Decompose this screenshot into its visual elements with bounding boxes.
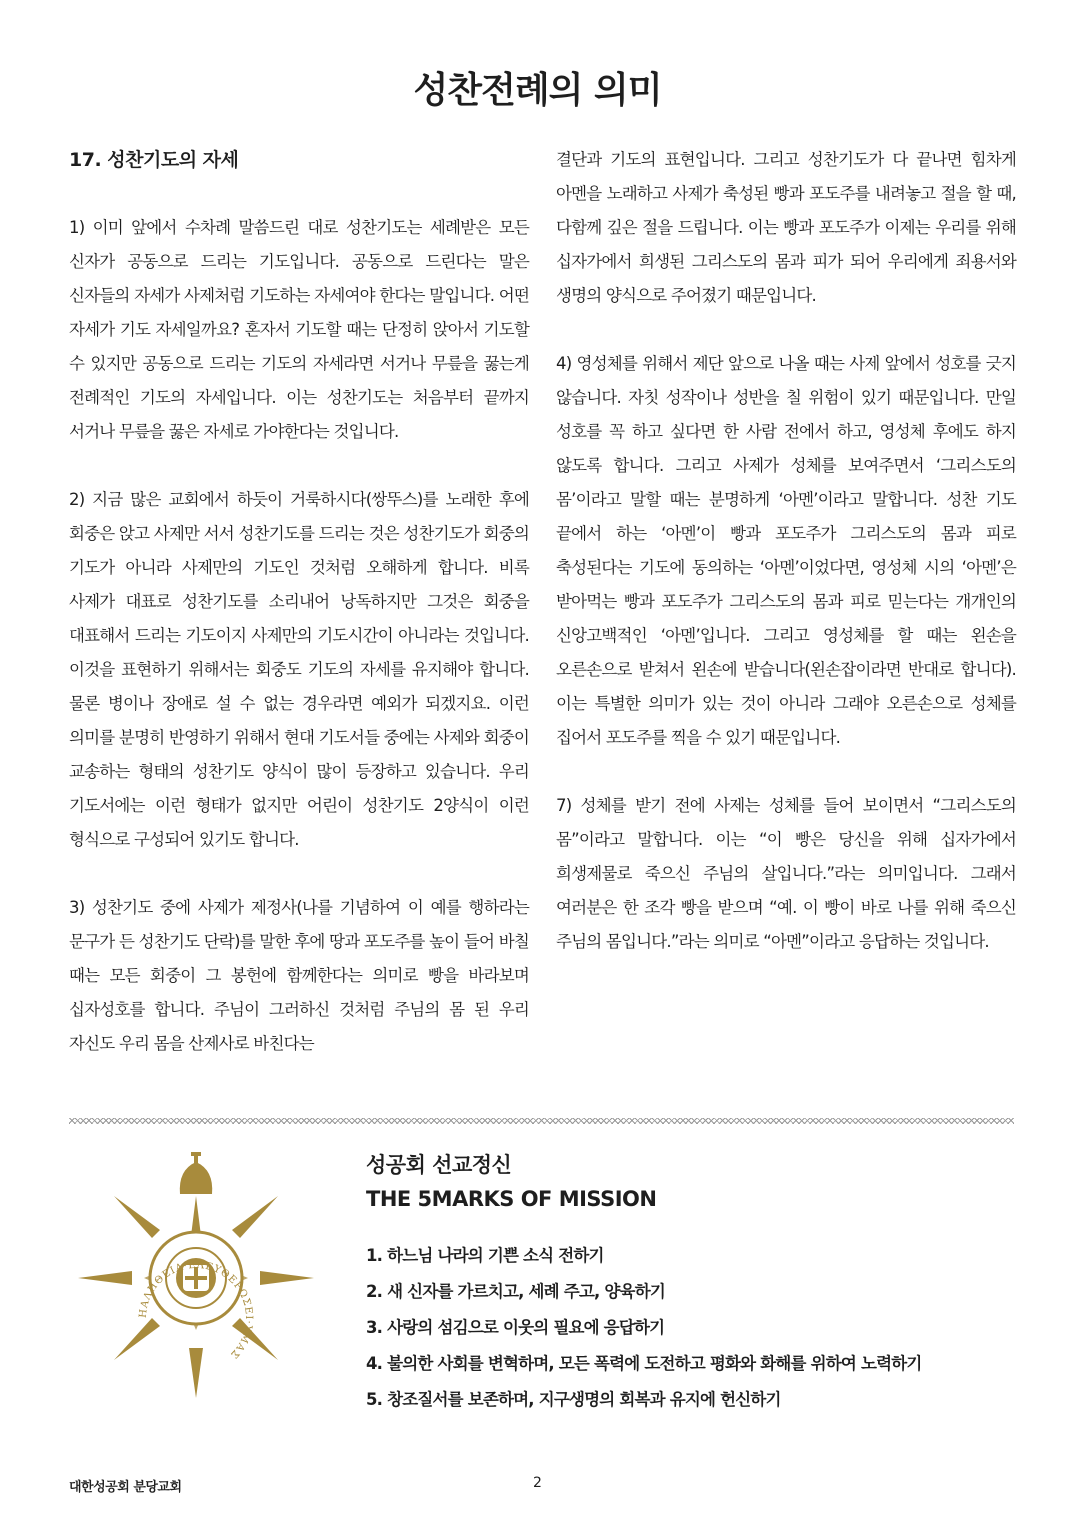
left-column <box>69 143 529 1095</box>
mission-item: 1. 하느님 나라의 기쁜 소식 전하기 <box>366 1246 604 1265</box>
paragraph-3-continued: 결단과 기도의 표현입니다. 그리고 성찬기도가 다 끝나면 힘차게 아멘을 노래하고 사제가 축성된 빵과 포도주를 내려놓고 절을 할 때, 다함께 깊은 절을 드립니다. 이는 빵과 포도주가 이제는 우리를 위해 십자가에서 희생된 그리스도의 몸과 피가 되어 우리에게 죄용서와 생명의 양식으로 주어졌기 때문입니다. <box>556 150 1016 305</box>
emblem-motto: ΗΑΛΗΘΕΙΑ·ΕΛΕΥΘΕΡΩΣΕΙ·ΥΜΑΣ <box>137 1259 255 1361</box>
section-divider <box>69 1118 1014 1124</box>
paragraph-1: 1) 이미 앞에서 수차례 말씀드린 대로 성찬기도는 세례받은 모든 신자가 공동으로 드리는 기도입니다. 공동으로 드린다는 말은 신자들의 자세가 사제처럼 기도하는 자세여야 한다는 말입니다. 어떤 자세가 기도 자세일까요? 혼자서 기도할 때는 단정히 앉아서 기도할 수 있지만 공동으로 드리는 기도의 자세라면 서거나 무릎을 꿇는게 전례적인 기도의 자세입니다. 이는 성찬기도는 처음부터 끝까지 서거나 무릎을 꿇은 자세로 가야한다는 것입니다. <box>69 218 529 441</box>
paragraph-3: 3) 성찬기도 중에 사제가 제정사(나를 기념하여 이 예를 행하라는 문구가 든 성찬기도 단락)를 말한 후에 땅과 포도주를 높이 들어 바칠 때는 모든 회중이 그 봉헌에 함께한다는 의미로 빵을 바라보며 십자성호를 합니다. 주님이 그러하신 것처럼 주님의 몸 된 우리 자신도 우리 몸을 산제사로 바친다는 <box>69 898 529 1053</box>
mission-title-korean: 성공회 선교정신 <box>366 1153 512 1177</box>
paragraph-2: 2) 지금 많은 교회에서 하듯이 거룩하시다(쌍뚜스)를 노래한 후에 회중은 앉고 사제만 서서 성찬기도를 드리는 것은 성찬기도가 회중의 기도가 아니라 사제만의 기도인 것처럼 오해하게 합니다. 비록 사제가 대표로 성찬기도를 소리내어 낭독하지만 그것은 회중을 대표해서 드리는 기도이지 사제만의 기도시간이 아니라는 것입니다. 이것을 표현하기 위해서는 회중도 기도의 자세를 유지해야 합니다. 물론 병이나 장애로 설 수 없는 경우라면 예외가 되겠지요. 이런 의미를 분명히 반영하기 위해서 현대 기도서들 중에는 사제와 회중이 교송하는 형태의 성찬기도 양식이 많이 등장하고 있습니다. 우리 기도서에는 이런 형태가 없지만 어린이 성찬기도 2양식이 이런 형식으로 구성되어 있기도 합니다. <box>69 490 529 849</box>
mission-title-english: THE 5MARKS OF MISSION <box>366 1187 657 1211</box>
footer-page-number: 2 <box>533 1475 542 1491</box>
compass-rose-emblem <box>78 1152 314 1400</box>
mission-item: 4. 불의한 사회를 변혁하며, 모든 폭력에 도전하고 평화와 화해를 위하여 노력하기 <box>366 1354 922 1373</box>
mission-section <box>366 1148 1046 1418</box>
right-column <box>556 143 1016 993</box>
mission-list <box>366 1238 1046 1418</box>
paragraph-7: 7) 성체를 받기 전에 사제는 성체를 들어 보이면서 “그리스도의 몸”이라고 말합니다. 이는 “이 빵은 당신을 위해 십자가에서 희생제물로 죽으신 주님의 살입니다.”라는 의미입니다. 그래서 여러분은 한 조각 빵을 받으며 “예. 이 빵이 바로 나를 위해 죽으신 주님의 몸입니다.”라는 의미로 “아멘”이라고 응답하는 것입니다. <box>556 796 1016 951</box>
mission-item: 3. 사랑의 섬김으로 이웃의 필요에 응답하기 <box>366 1318 665 1337</box>
paragraph-4: 4) 영성체를 위해서 제단 앞으로 나올 때는 사제 앞에서 성호를 긋지 않습니다. 자칫 성작이나 성반을 칠 위험이 있기 때문입니다. 만일 성호를 꼭 하고 싶다면 한 사람 전에서 하고, 영성체 후에도 하지 않도록 합니다. 그리고 사제가 성체를 보여주면서 ‘그리스도의 몸’이라고 말할 때는 분명하게 ‘아멘’이라고 말합니다. 성찬 기도 끝에서 하는 ‘아멘’이 빵과 포도주가 그리스도의 몸과 피로 축성된다는 기도에 동의하는 ‘아멘’이었다면, 영성체 시의 ‘아멘’은 받아먹는 빵과 포도주가 그리스도의 몸과 피로 믿는다는 개개인의 신앙고백적인 ‘아멘’입니다. 그리고 영성체를 할 때는 왼손을 오른손으로 받쳐서 왼손에 받습니다(왼손잡이라면 반대로 합니다). 이는 특별한 의미가 있는 것이 아니라 그래야 오른손으로 성체를 집어서 포도주를 찍을 수 있기 때문입니다. <box>556 354 1016 747</box>
section-heading: 17. 성찬기도의 자세 <box>69 149 239 171</box>
mission-item: 5. 창조질서를 보존하며, 지구생명의 회복과 유지에 헌신하기 <box>366 1390 781 1409</box>
page-title: 성찬전례의 의미 <box>413 70 662 111</box>
footer-church-name: 대한성공회 분당교회 <box>69 1480 182 1495</box>
mission-item: 2. 새 신자를 가르치고, 세례 주고, 양육하기 <box>366 1282 665 1301</box>
